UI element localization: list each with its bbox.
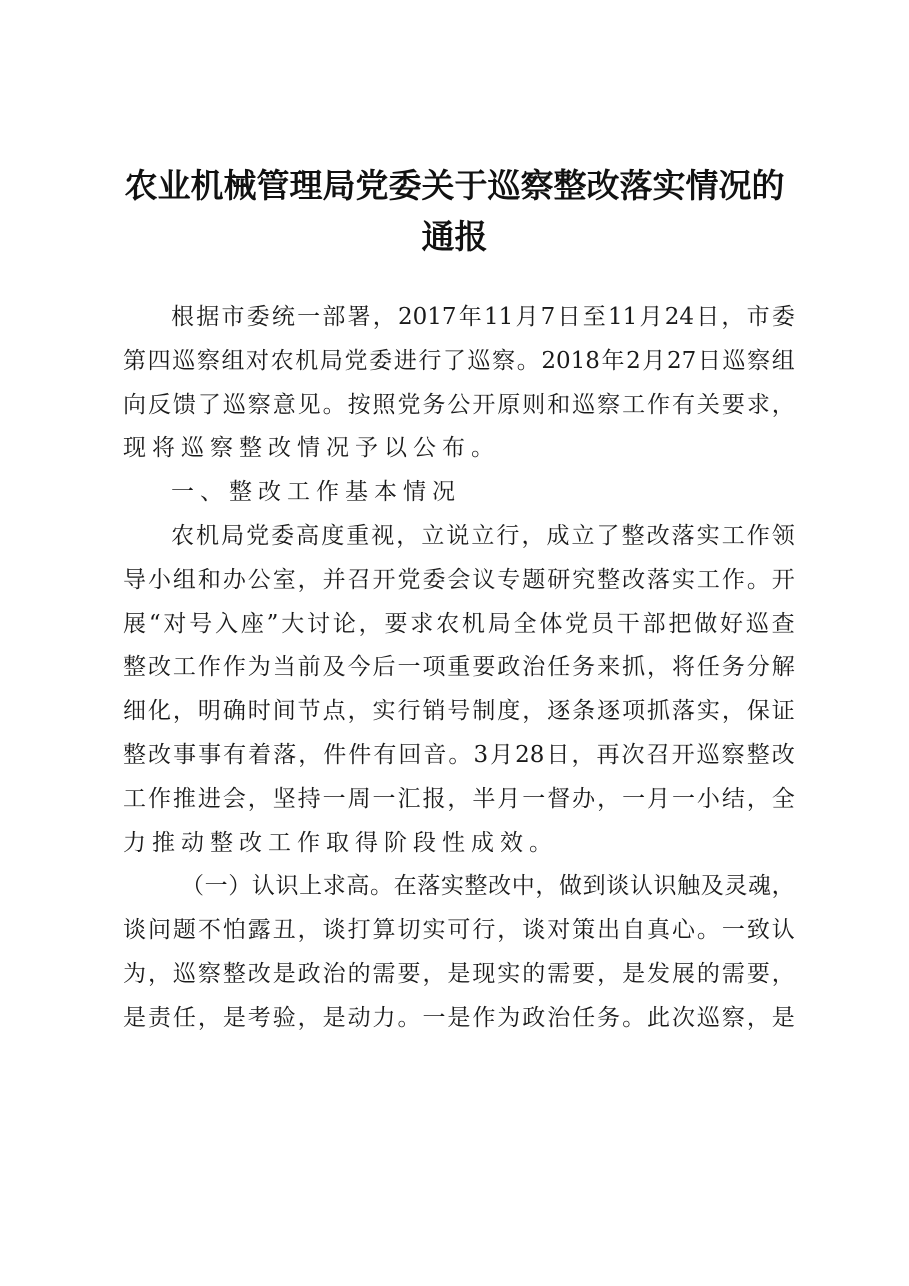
- text-line: 整 改 事 事 有 着 落 ， 件 件 有 回 音 。 3 月 28 日 ， 再 次 召 开 巡 察 整 改: [123, 741, 795, 768]
- text-line: 是 责 任 ， 是 考 验 ， 是 动 力 。 一 是 作 为 政 治 任 务 。 此 次 巡 察 ， 是: [123, 1004, 795, 1031]
- text-line: 为 ， 巡 察 整 改 是 政 治 的 需 要 ， 是 现 实 的 需 要 ， 是 发 展 的 需 要 ，: [123, 960, 795, 987]
- section-heading: 一、整改工作基本情况: [171, 479, 461, 506]
- text-line: 整 改 工 作 作 为 当 前 及 今 后 一 项 重 要 政 治 任 务 来 抓 ， 将 任 务 分 解: [123, 654, 795, 681]
- text-line: 谈 问 题 不 怕 露 丑 ， 谈 打 算 切 实 可 行 ， 谈 对 策 出 自 真 心 。 一 致 认: [123, 917, 795, 944]
- text-line: 第 四 巡 察 组 对 农 机 局 党 委 进 行 了 巡 察 。 2018 年 2 月 27 日 巡 察 组: [123, 347, 795, 374]
- text-line: （ 一 ） 认 识 上 求 高 。 在 落 实 整 改 中 ， 做 到 谈 认 识 触 及 灵 魂 ，: [181, 873, 795, 900]
- text-line: 工 作 推 进 会 ， 坚 持 一 周 一 汇 报 ， 半 月 一 督 办 ， 一 月 一 小 结 ， 全: [123, 785, 795, 812]
- text-line: 根 据 市 委 统 一 部 署 ， 2017 年 11 月 7 日 至 11 月 24 日 ， 市 委: [171, 304, 795, 330]
- text-line: 细 化 ， 明 确 时 间 节 点 ， 实 行 销 号 制 度 ， 逐 条 逐 项 抓 落 实 ， 保 证: [123, 698, 795, 725]
- text-line: 力推动整改工作取得阶段性成效。: [123, 829, 558, 856]
- text-line: 导 小 组 和 办 公 室 ， 并 召 开 党 委 会 议 专 题 研 究 整 改 落 实 工 作 。 开: [123, 566, 795, 593]
- text-line: 向 反 馈 了 巡 察 意 见 。 按 照 党 务 公 开 原 则 和 巡 察 工 作 有 关 要 求 ，: [123, 391, 795, 418]
- document-title-line-2: 通报: [421, 217, 488, 256]
- document-body: [123, 296, 795, 1041]
- document-title-line-1: 农业机械管理局党委关于巡察整改落实情况的: [124, 166, 785, 205]
- text-line: 现将巡察整改情况予以公布。: [123, 435, 500, 462]
- text-line: 农 机 局 党 委 高 度 重 视 ， 立 说 立 行 ， 成 立 了 整 改 落 实 工 作 领: [171, 522, 795, 549]
- text-line: 展 “ 对 号 入 座 ” 大 讨 论 ， 要 求 农 机 局 全 体 党 员 干 部 把 做 好 巡 查: [123, 610, 795, 637]
